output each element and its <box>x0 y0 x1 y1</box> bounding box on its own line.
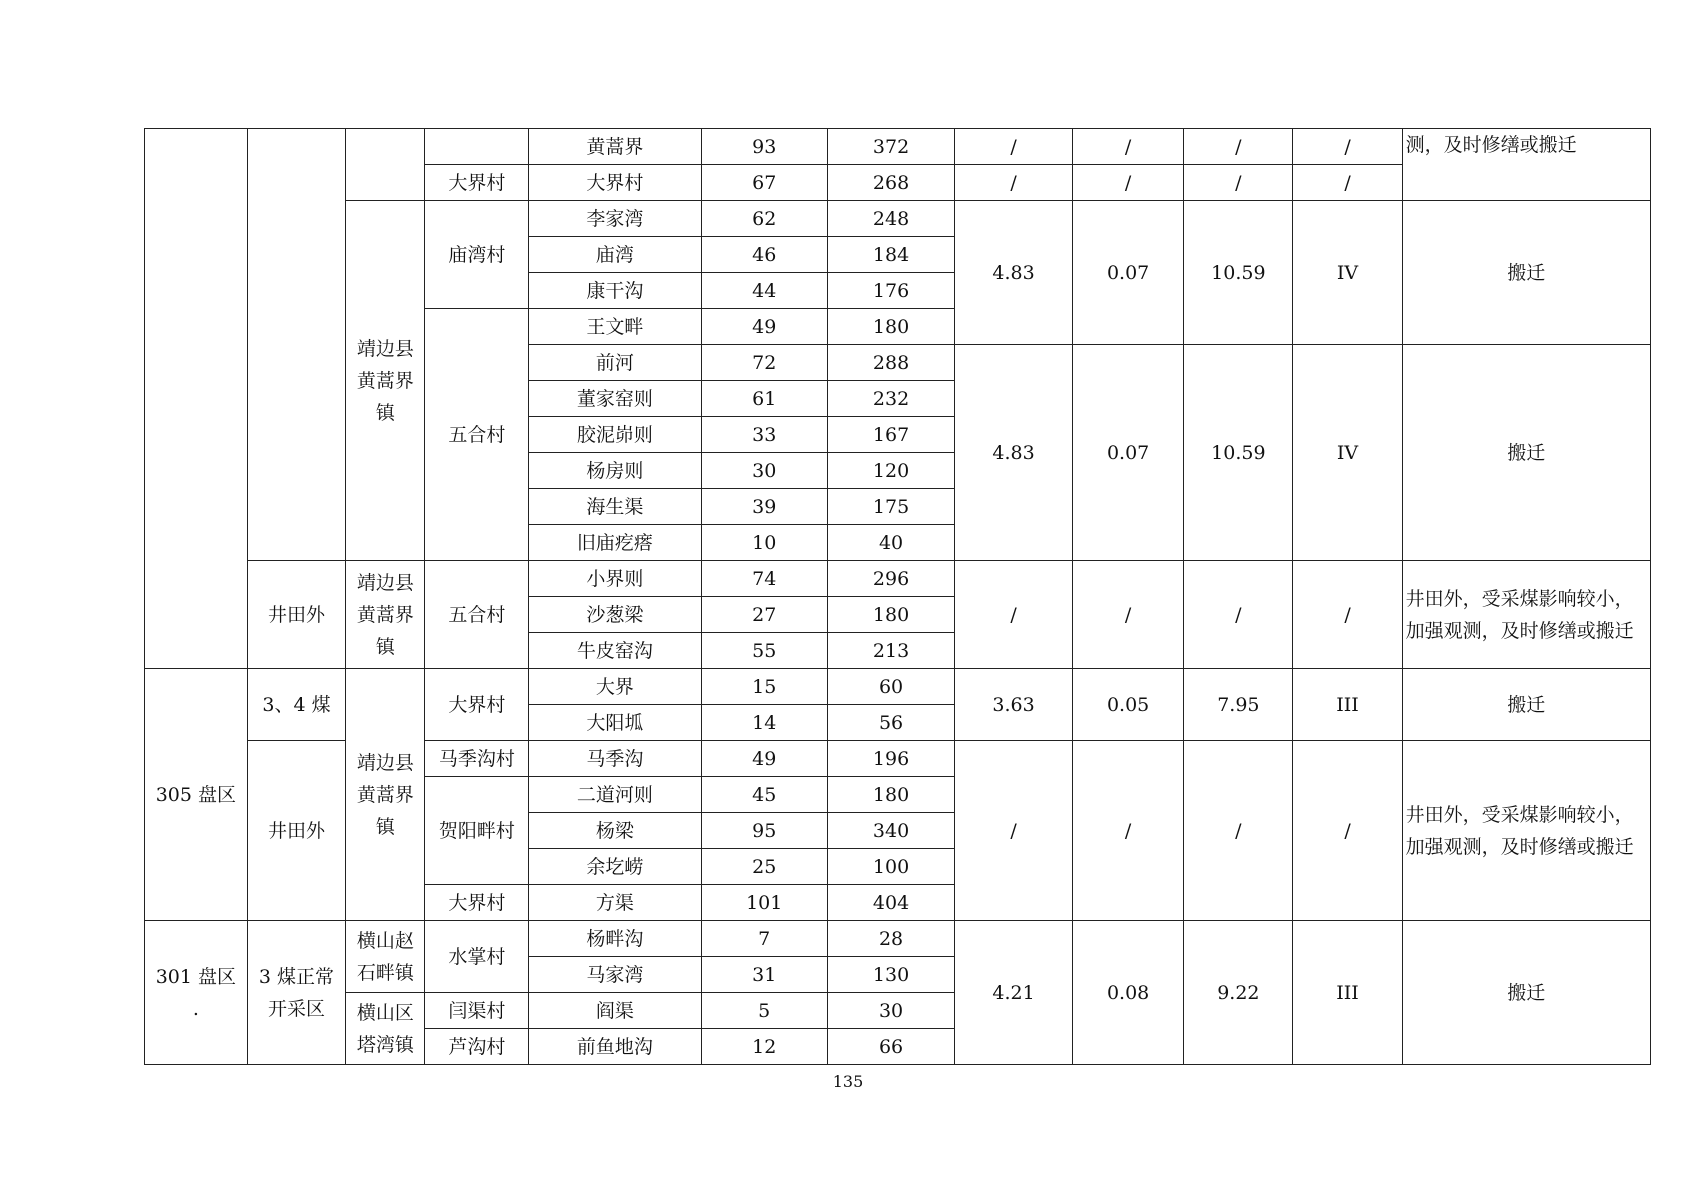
households-cell: 33 <box>701 417 827 453</box>
measure-cell: 测，及时修缮或搬迁 <box>1402 129 1650 201</box>
hamlet-cell: 小界则 <box>529 561 701 597</box>
hamlet-cell: 康干沟 <box>529 273 701 309</box>
metric-c-cell: / <box>1184 741 1293 921</box>
metric-a-cell: / <box>955 129 1073 165</box>
table-row <box>145 561 1651 597</box>
households-cell: 55 <box>701 633 827 669</box>
hamlet-cell: 旧庙疙瘩 <box>529 525 701 561</box>
metric-c-cell: 9.22 <box>1184 921 1293 1065</box>
hamlet-cell: 牛皮窑沟 <box>529 633 701 669</box>
households-cell: 31 <box>701 957 827 993</box>
measure-cell: 井田外，受采煤影响较小，加强观测，及时修缮或搬迁 <box>1402 561 1650 669</box>
zone-label: 301 盘区 <box>155 965 237 988</box>
table-row <box>145 921 1651 957</box>
households-cell: 15 <box>701 669 827 705</box>
metric-b-cell: / <box>1072 561 1183 669</box>
area-cell <box>247 129 345 561</box>
grade-cell: / <box>1293 741 1402 921</box>
measure-cell: 搬迁 <box>1402 201 1650 345</box>
population-cell: 56 <box>827 705 954 741</box>
metric-c-cell: 7.95 <box>1184 669 1293 741</box>
town-cell: 横山区塔湾镇 <box>346 993 425 1065</box>
village-cell: 马季沟村 <box>425 741 529 777</box>
population-cell: 167 <box>827 417 954 453</box>
area-cell: 3、4 煤 <box>247 669 345 741</box>
population-cell: 130 <box>827 957 954 993</box>
households-cell: 46 <box>701 237 827 273</box>
hamlet-cell: 李家湾 <box>529 201 701 237</box>
households-cell: 5 <box>701 993 827 1029</box>
measure-cell: 搬迁 <box>1402 669 1650 741</box>
metric-a-cell: / <box>955 165 1073 201</box>
hamlet-cell: 海生渠 <box>529 489 701 525</box>
households-cell: 101 <box>701 885 827 921</box>
metric-c-cell: 10.59 <box>1184 201 1293 345</box>
hamlet-cell: 马家湾 <box>529 957 701 993</box>
metric-a-cell: 3.63 <box>955 669 1073 741</box>
area-cell: 井田外 <box>247 561 345 669</box>
hamlet-cell: 沙葱梁 <box>529 597 701 633</box>
metric-c-cell: / <box>1184 129 1293 165</box>
village-cell: 贺阳畔村 <box>425 777 529 885</box>
metric-c-cell: / <box>1184 165 1293 201</box>
hamlet-cell: 前鱼地沟 <box>529 1029 701 1065</box>
village-cell: 庙湾村 <box>425 201 529 309</box>
town-cell: 靖边县黄蒿界镇 <box>346 561 425 669</box>
population-cell: 176 <box>827 273 954 309</box>
population-cell: 40 <box>827 525 954 561</box>
households-cell: 49 <box>701 741 827 777</box>
population-cell: 372 <box>827 129 954 165</box>
households-cell: 93 <box>701 129 827 165</box>
households-cell: 14 <box>701 705 827 741</box>
zone-cell <box>145 129 248 669</box>
hamlet-cell: 杨梁 <box>529 813 701 849</box>
households-cell: 95 <box>701 813 827 849</box>
households-cell: 25 <box>701 849 827 885</box>
population-cell: 404 <box>827 885 954 921</box>
village-cell: 五合村 <box>425 309 529 561</box>
population-cell: 248 <box>827 201 954 237</box>
hamlet-cell: 二道河则 <box>529 777 701 813</box>
grade-cell: III <box>1293 669 1402 741</box>
zone-cell: 305 盘区 <box>145 669 248 921</box>
hamlet-cell: 前河 <box>529 345 701 381</box>
measure-cell: 搬迁 <box>1402 345 1650 561</box>
metric-b-cell: 0.08 <box>1072 921 1183 1065</box>
hamlet-cell: 胶泥峁则 <box>529 417 701 453</box>
grade-cell: / <box>1293 165 1402 201</box>
hamlet-cell: 黄蒿界 <box>529 129 701 165</box>
village-cell: 大界村 <box>425 165 529 201</box>
town-cell: 横山赵石畔镇 <box>346 921 425 993</box>
village-cell: 大界村 <box>425 669 529 741</box>
village-impact-table <box>144 128 1651 1065</box>
population-cell: 60 <box>827 669 954 705</box>
zone-cell <box>145 921 248 1065</box>
population-cell: 288 <box>827 345 954 381</box>
table-row <box>145 201 1651 237</box>
metric-a-cell: / <box>955 561 1073 669</box>
village-cell: 五合村 <box>425 561 529 669</box>
measure-cell: 井田外，受采煤影响较小，加强观测，及时修缮或搬迁 <box>1402 741 1650 921</box>
hamlet-cell: 杨房则 <box>529 453 701 489</box>
households-cell: 39 <box>701 489 827 525</box>
population-cell: 268 <box>827 165 954 201</box>
village-cell: 水掌村 <box>425 921 529 993</box>
hamlet-cell: 马季沟 <box>529 741 701 777</box>
hamlet-cell: 大界村 <box>529 165 701 201</box>
village-cell: 闫渠村 <box>425 993 529 1029</box>
metric-b-cell: 0.07 <box>1072 201 1183 345</box>
population-cell: 30 <box>827 993 954 1029</box>
page-number: 135 <box>832 1072 864 1091</box>
metric-b-cell: / <box>1072 165 1183 201</box>
households-cell: 45 <box>701 777 827 813</box>
population-cell: 28 <box>827 921 954 957</box>
population-cell: 213 <box>827 633 954 669</box>
households-cell: 72 <box>701 345 827 381</box>
village-cell: 大界村 <box>425 885 529 921</box>
area-cell: 井田外 <box>247 741 345 921</box>
population-cell: 340 <box>827 813 954 849</box>
population-cell: 196 <box>827 741 954 777</box>
population-cell: 66 <box>827 1029 954 1065</box>
hamlet-cell: 杨畔沟 <box>529 921 701 957</box>
population-cell: 180 <box>827 309 954 345</box>
table-row <box>145 669 1651 705</box>
metric-b-cell: / <box>1072 741 1183 921</box>
metric-a-cell: / <box>955 741 1073 921</box>
households-cell: 12 <box>701 1029 827 1065</box>
households-cell: 67 <box>701 165 827 201</box>
households-cell: 62 <box>701 201 827 237</box>
hamlet-cell: 阎渠 <box>529 993 701 1029</box>
population-cell: 184 <box>827 237 954 273</box>
hamlet-cell: 庙湾 <box>529 237 701 273</box>
town-cell <box>346 129 425 201</box>
metric-b-cell: 0.05 <box>1072 669 1183 741</box>
hamlet-cell: 董家窑则 <box>529 381 701 417</box>
village-cell: 芦沟村 <box>425 1029 529 1065</box>
grade-cell: / <box>1293 561 1402 669</box>
hamlet-cell: 大阳坬 <box>529 705 701 741</box>
area-cell: 3 煤正常开采区 <box>247 921 345 1065</box>
grade-cell: / <box>1293 129 1402 165</box>
hamlet-cell: 方渠 <box>529 885 701 921</box>
town-cell: 靖边县黄蒿界镇 <box>346 201 425 561</box>
zone-label-dot: . <box>192 997 199 1020</box>
households-cell: 30 <box>701 453 827 489</box>
households-cell: 49 <box>701 309 827 345</box>
households-cell: 10 <box>701 525 827 561</box>
hamlet-cell: 大界 <box>529 669 701 705</box>
population-cell: 120 <box>827 453 954 489</box>
measure-cell: 搬迁 <box>1402 921 1650 1065</box>
households-cell: 7 <box>701 921 827 957</box>
metric-a-cell: 4.21 <box>955 921 1073 1065</box>
table-row <box>145 129 1651 165</box>
metric-a-cell: 4.83 <box>955 201 1073 345</box>
grade-cell: III <box>1293 921 1402 1065</box>
metric-c-cell: 10.59 <box>1184 345 1293 561</box>
population-cell: 175 <box>827 489 954 525</box>
grade-cell: IV <box>1293 201 1402 345</box>
grade-cell: IV <box>1293 345 1402 561</box>
population-cell: 296 <box>827 561 954 597</box>
town-cell: 靖边县黄蒿界镇 <box>346 669 425 921</box>
metric-a-cell: 4.83 <box>955 345 1073 561</box>
population-cell: 232 <box>827 381 954 417</box>
households-cell: 61 <box>701 381 827 417</box>
hamlet-cell: 王文畔 <box>529 309 701 345</box>
households-cell: 44 <box>701 273 827 309</box>
hamlet-cell: 余圪崂 <box>529 849 701 885</box>
households-cell: 74 <box>701 561 827 597</box>
population-cell: 100 <box>827 849 954 885</box>
metric-c-cell: / <box>1184 561 1293 669</box>
households-cell: 27 <box>701 597 827 633</box>
population-cell: 180 <box>827 597 954 633</box>
metric-b-cell: 0.07 <box>1072 345 1183 561</box>
village-cell <box>425 129 529 165</box>
metric-b-cell: / <box>1072 129 1183 165</box>
population-cell: 180 <box>827 777 954 813</box>
